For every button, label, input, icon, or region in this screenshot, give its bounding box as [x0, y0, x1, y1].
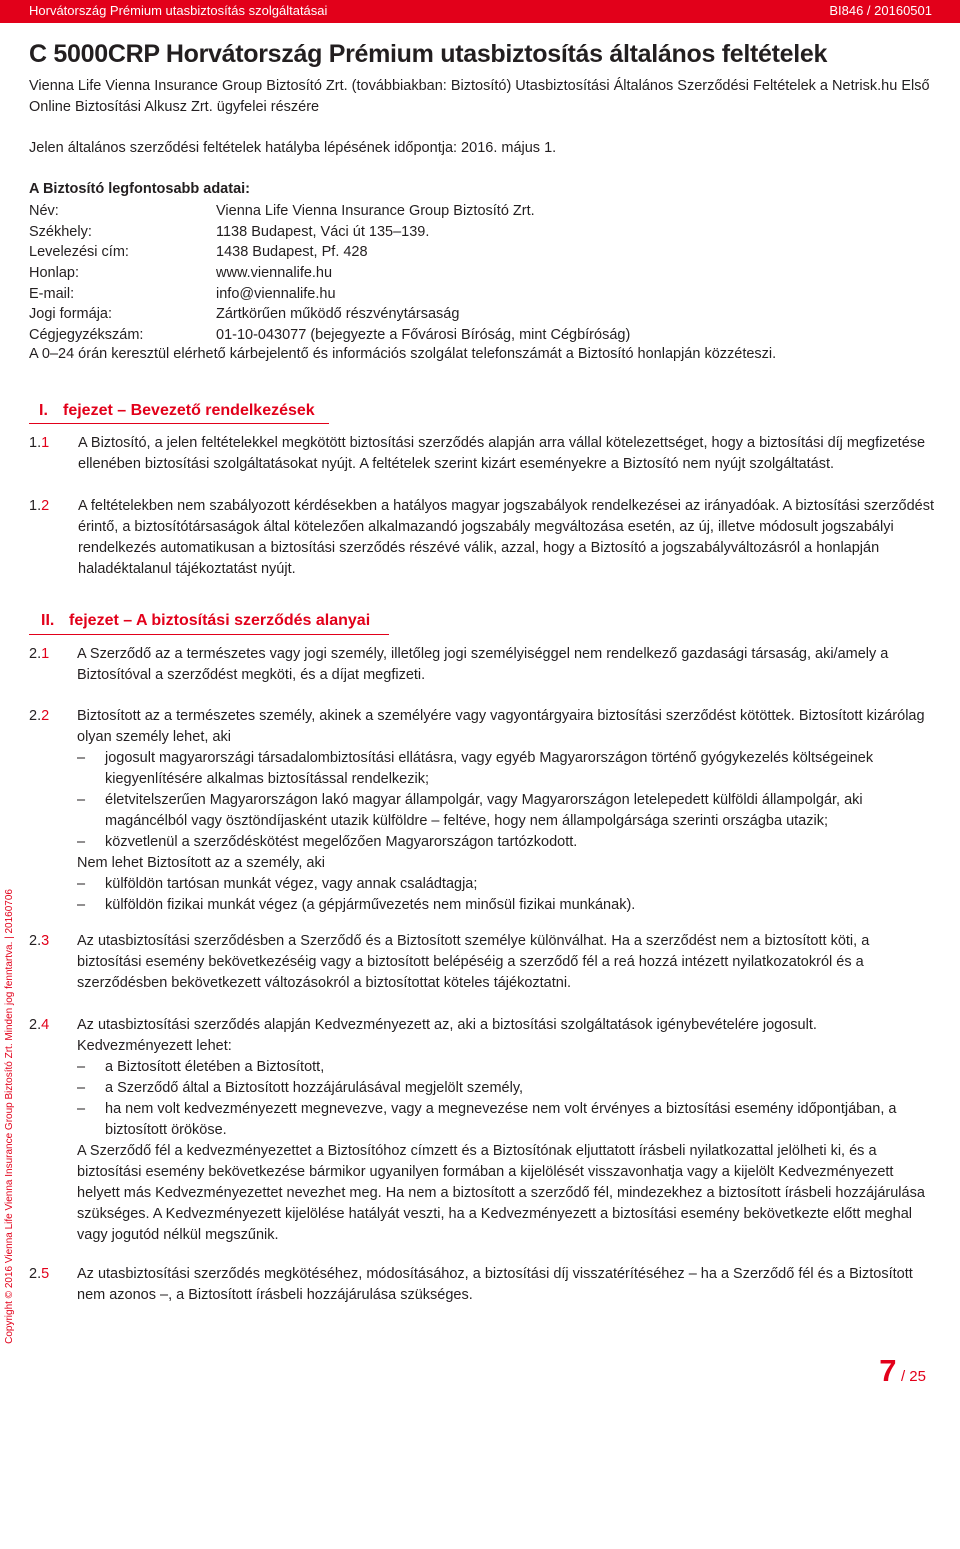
section-number: 2.5: [29, 1266, 50, 1282]
list-item: – a Biztosított életében a Biztosított,: [77, 1057, 935, 1078]
copyright-sidebar: Copyright © 2016 Vienna Life Vienna Insurance Group Biztosító Zrt. Minden jog fenntartva. | 20160706: [4, 889, 15, 1344]
info-row-postal: [29, 242, 935, 263]
section-number: 2.3: [29, 933, 50, 949]
header-bar: [0, 0, 960, 23]
section-number: 2.4: [29, 1017, 50, 1033]
section-1-1: [29, 433, 935, 475]
info-row-registration: [29, 325, 935, 346]
header-title: Horvátország Prémium utasbiztosítás szolgáltatásai: [29, 3, 328, 18]
hotline-note: A 0–24 órán keresztül elérhető kárbejelentő és információs szolgálat telefonszámát a Biztosító honlapján közzéteszi.: [29, 346, 777, 362]
info-label: E-mail:: [29, 285, 75, 302]
list-item: – ha nem volt kedvezményezett megnevezve, vagy a megnevezése nem volt érvényes a biztosítási esemény időpontjában, a biztosított örököse.: [77, 1099, 935, 1141]
section-text: Az utasbiztosítási szerződésben a Szerződő és a Biztosított személye különválhat. Ha a szerződést nem a biztosított köti, a biztosítási esemény bekövetkezéséig vagy a biztosított belépéséig a szerződő fél a reá hozzá intézett nyilatkozatokról és a szerződésben bekövetkezett változásokról a biztosítottat köteles tájékoztatni.: [77, 933, 870, 991]
info-label: Név:: [29, 203, 59, 219]
page-total: / 25: [900, 1368, 926, 1385]
section-number: 2.1: [29, 646, 50, 662]
chapter-1-title: fejezet – Bevezető rendelkezések: [63, 402, 315, 419]
section-text: Az utasbiztosítási szerződés alapján Kedvezményezett az, aki a biztosítási szolgáltatások igénybevételére jogosult.: [77, 1017, 817, 1033]
list-item: – életvitelszerűen Magyarországon lakó magyar állampolgár, vagy Magyarországon letelepedett külföldi állampolgár, aki magáncélból vagy ösztöndíjasként utazik külföldre – feltéve, hogy nem állampolgársága szerinti országba utazik;: [77, 790, 935, 832]
chapter-2-title: fejezet – A biztosítási szerződés alanyai: [69, 612, 371, 629]
insurer-info: [29, 201, 935, 346]
info-value: Vienna Life Vienna Insurance Group Biztosító Zrt.: [216, 203, 535, 219]
info-value: 1438 Budapest, Pf. 428: [216, 244, 368, 261]
section-text: A Szerződő az a természetes vagy jogi személy, illetőleg jogi személyiséggel nem rendelkező gazdasági társaság, aki/amely a Biztosítóval a szerződést megköti, és a díjat megfizeti.: [77, 646, 889, 683]
section-text: Biztosított az a természetes személy, akinek a személyére vagy vagyontárgyaira biztosítási szerződést kötöttek. Biztosított kizárólag olyan személy lehet, aki: [77, 708, 925, 745]
list-item: – közvetlenül a szerződéskötést megelőzően Magyarországon tartózkodott.: [77, 832, 935, 853]
info-label: Levelezési cím:: [29, 244, 129, 261]
info-row-seat: [29, 222, 935, 243]
info-row-name: [29, 201, 935, 222]
info-label: Jogi formája:: [29, 306, 113, 323]
page-current: 7: [879, 1353, 897, 1388]
section-text: A Szerződő fél a kedvezményezettet a Biztosítóhoz címzett és a Biztosítónak eljuttatott írásbeli nyilatkozattal jelölheti ki, és a biztosítási esemény bekövetkezése bármikor ugyanilyen formában a kijelölését visszavonhatja vagy a kijelölt Kedvezményezett helyett más Kedvezményezettet nevezhet meg. Ha nem a biztosított a szerződő fél, mindezekhez a biztosított írásbeli hozzájárulása szükséges. A Kedvezményezett kijelölése hatályát veszti, ha a Kedvezményezett a biztosítási esemény bekövetkezte előtt meghal vagy jogutód nélkül megszűnik.: [77, 1143, 925, 1243]
section-number: 1.1: [29, 435, 50, 451]
section-2-3: [29, 931, 935, 994]
chapter-1-heading: [39, 402, 315, 420]
chapter-2-heading: [41, 612, 370, 630]
section-2-5: [29, 1264, 935, 1306]
website-link[interactable]: www.viennalife.hu: [216, 265, 333, 282]
email-link[interactable]: info@viennalife.hu: [216, 285, 336, 302]
info-label: Honlap:: [29, 265, 79, 282]
list-item: – jogosult magyarországi társadalombiztosítási ellátásra, vagy egyéb Magyarországon történő gyógykezelés költségeinek kiegyenlítésére alkalmas biztosítással rendelkezik;: [77, 748, 935, 790]
section-2-2: [29, 706, 935, 916]
section-2-4: [29, 1015, 935, 1246]
list-item: – külföldön fizikai munkát végez (a gépjárművezetés nem minősül fizikai munkának).: [77, 895, 935, 916]
info-row-website: [29, 263, 935, 284]
chapter-2-underline: [29, 634, 389, 635]
info-value: 01-10-043077 (bejegyezte a Fővárosi Bíróság, mint Cégbíróság): [216, 327, 631, 344]
header-code: BI846 / 20160501: [829, 3, 932, 18]
section-2-1: [29, 644, 935, 686]
list-item: – külföldön tartósan munkát végez, vagy annak családtagja;: [77, 874, 935, 895]
section-number: 1.2: [29, 498, 50, 514]
effective-date: Jelen általános szerződési feltételek hatályba lépésének időpontja: 2016. május 1.: [29, 140, 557, 156]
info-row-legal-form: [29, 304, 935, 325]
list-item: – a Szerződő által a Biztosított hozzájárulásával megjelölt személy,: [77, 1078, 935, 1099]
section-text: Nem lehet Biztosított az a személy, aki: [77, 855, 325, 871]
info-label: Székhely:: [29, 223, 92, 240]
section-text: A Biztosító, a jelen feltételekkel megkötött biztosítási szerződés alapján arra vállal kötelezettséget, hogy a biztosítási díj megfizetése ellenében biztosítási szolgáltatásokat nyújt. A feltételek szerint kizárt eseményekre a Biztosító nem nyújt szolgáltatást.: [78, 435, 926, 472]
info-label: Cégjegyzékszám:: [29, 327, 144, 344]
info-row-email: [29, 284, 935, 305]
chapter-1-underline: [29, 423, 329, 424]
info-value: Zártkörűen működő részvénytársaság: [216, 306, 460, 323]
chapter-2-roman: II.: [41, 612, 55, 629]
section-text: Kedvezményezett lehet:: [77, 1038, 232, 1054]
intro-paragraph: Vienna Life Vienna Insurance Group Biztosító Zrt. (továbbiakban: Biztosító) Utasbiztosítási Általános Szerződési Feltételek a Netrisk.hu Első Online Biztosítási Alkusz Zrt. ügyfelei részére: [29, 78, 930, 115]
section-1-2: [29, 496, 935, 580]
section-number: 2.2: [29, 708, 50, 724]
page-number: [879, 1353, 926, 1389]
chapter-1-roman: I.: [39, 402, 48, 419]
info-value: 1138 Budapest, Váci út 135–139.: [216, 223, 430, 240]
section-text: A feltételekben nem szabályozott kérdésekben a hatályos magyar jogszabályok rendelkezései az irányadóak. A biztosítási szerződést érintő, a biztosítótársaságok által kötelezően alkalmazandó jogszabály megváltozása esetén, az új, illetve módosult jogszabályi rendelkezés automatikusan a biztosítási szerződés részévé válik, azzal, hogy a Biztosító a jogszabályváltozásról a honlapján haladéktalanul tájékoztatást nyújt.: [78, 498, 934, 577]
insurer-heading: A Biztosító legfontosabb adatai:: [29, 181, 250, 197]
document-title: C 5000CRP Horvátország Prémium utasbiztosítás általános feltételek: [29, 40, 828, 68]
section-text: Az utasbiztosítási szerződés megkötéséhez, módosításához, a biztosítási díj visszatérítéséhez – ha a Szerződő fél és a Biztosított nem azonos –, a Biztosított írásbeli hozzájárulása szükséges.: [77, 1266, 913, 1303]
